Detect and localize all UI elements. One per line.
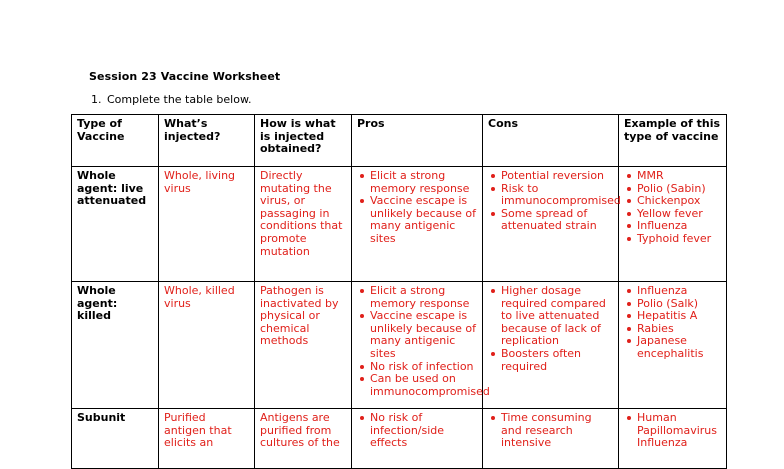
table-row (72, 167, 727, 282)
cell-injected: Purified antigen that elicits an (159, 409, 255, 469)
example-item: Polio (Sabin) (637, 183, 721, 196)
example-item: Typhoid fever (637, 233, 721, 246)
header-examples: Example of this type of vaccine (619, 115, 727, 167)
cell-type: Whole agent: killed (72, 282, 159, 409)
example-item: Influenza (637, 285, 721, 298)
pro-item: No risk of infection (370, 361, 477, 374)
example-item: Influenza (637, 220, 721, 233)
cell-obtained: Directly mutating the virus, or passaging in conditions that promote mutation (255, 167, 352, 282)
example-item: Yellow fever (637, 208, 721, 221)
cell-obtained: Antigens are purified from cultures of the (255, 409, 352, 469)
pro-item: Vaccine escape is unlikely because of many antigenic sites (370, 309, 476, 360)
example-item: Hepatitis A (637, 310, 721, 323)
pro-item: Elicit a strong memory response (370, 285, 477, 310)
example-item: Japanese encephalitis (637, 335, 721, 360)
header-injected: What’s injected? (159, 115, 255, 167)
cell-injected: Whole, killed virus (159, 282, 255, 409)
cell-cons (483, 409, 619, 469)
con-item: Boosters often required (501, 348, 613, 373)
vaccine-table (71, 114, 727, 469)
table-header-row (72, 115, 727, 167)
con-item: Time consuming and research intensive (501, 412, 613, 450)
header-obtained: How is what is injected obtained? (255, 115, 352, 167)
con-item: Some spread of attenuated strain (501, 208, 613, 233)
table-row (72, 409, 727, 469)
example-item: Rabies (637, 323, 721, 336)
header-type: Type of Vaccine (72, 115, 159, 167)
con-item: Potential reversion (501, 170, 613, 183)
example-item: Chickenpox (637, 195, 721, 208)
cell-type: Whole agent: live attenuated (72, 167, 159, 282)
instruction-text: Complete the table below. (107, 93, 252, 106)
example-item: Human Papillomavirus Influenza (637, 412, 721, 450)
pro-item: Can be used on immunocompromised (370, 372, 490, 398)
worksheet-title: Session 23 Vaccine Worksheet (89, 70, 281, 83)
table-row (72, 282, 727, 409)
pro-item: No risk of infection/side effects (370, 412, 477, 450)
cell-obtained: Pathogen is inactivated by physical or chemical methods (255, 282, 352, 409)
cell-pros (352, 409, 483, 469)
pro-item: Vaccine escape is unlikely because of many antigenic sites (370, 194, 476, 245)
cell-injected: Whole, living virus (159, 167, 255, 282)
header-cons: Cons (483, 115, 619, 167)
cell-cons (483, 282, 619, 409)
instruction-number: 1. (91, 93, 102, 106)
header-pros: Pros (352, 115, 483, 167)
pro-item: Elicit a strong memory response (370, 170, 477, 195)
con-item: Higher dosage required compared to live attenuated because of lack of replication (501, 285, 613, 348)
cell-examples (619, 167, 727, 282)
cell-examples (619, 409, 727, 469)
cell-cons (483, 167, 619, 282)
con-item: Risk to immunocompromised (501, 181, 621, 208)
instruction (91, 93, 251, 106)
cell-type: Subunit (72, 409, 159, 469)
cell-pros (352, 167, 483, 282)
example-item: MMR (637, 170, 721, 183)
cell-pros (352, 282, 490, 409)
example-item: Polio (Salk) (637, 298, 721, 311)
cell-examples (619, 282, 727, 409)
